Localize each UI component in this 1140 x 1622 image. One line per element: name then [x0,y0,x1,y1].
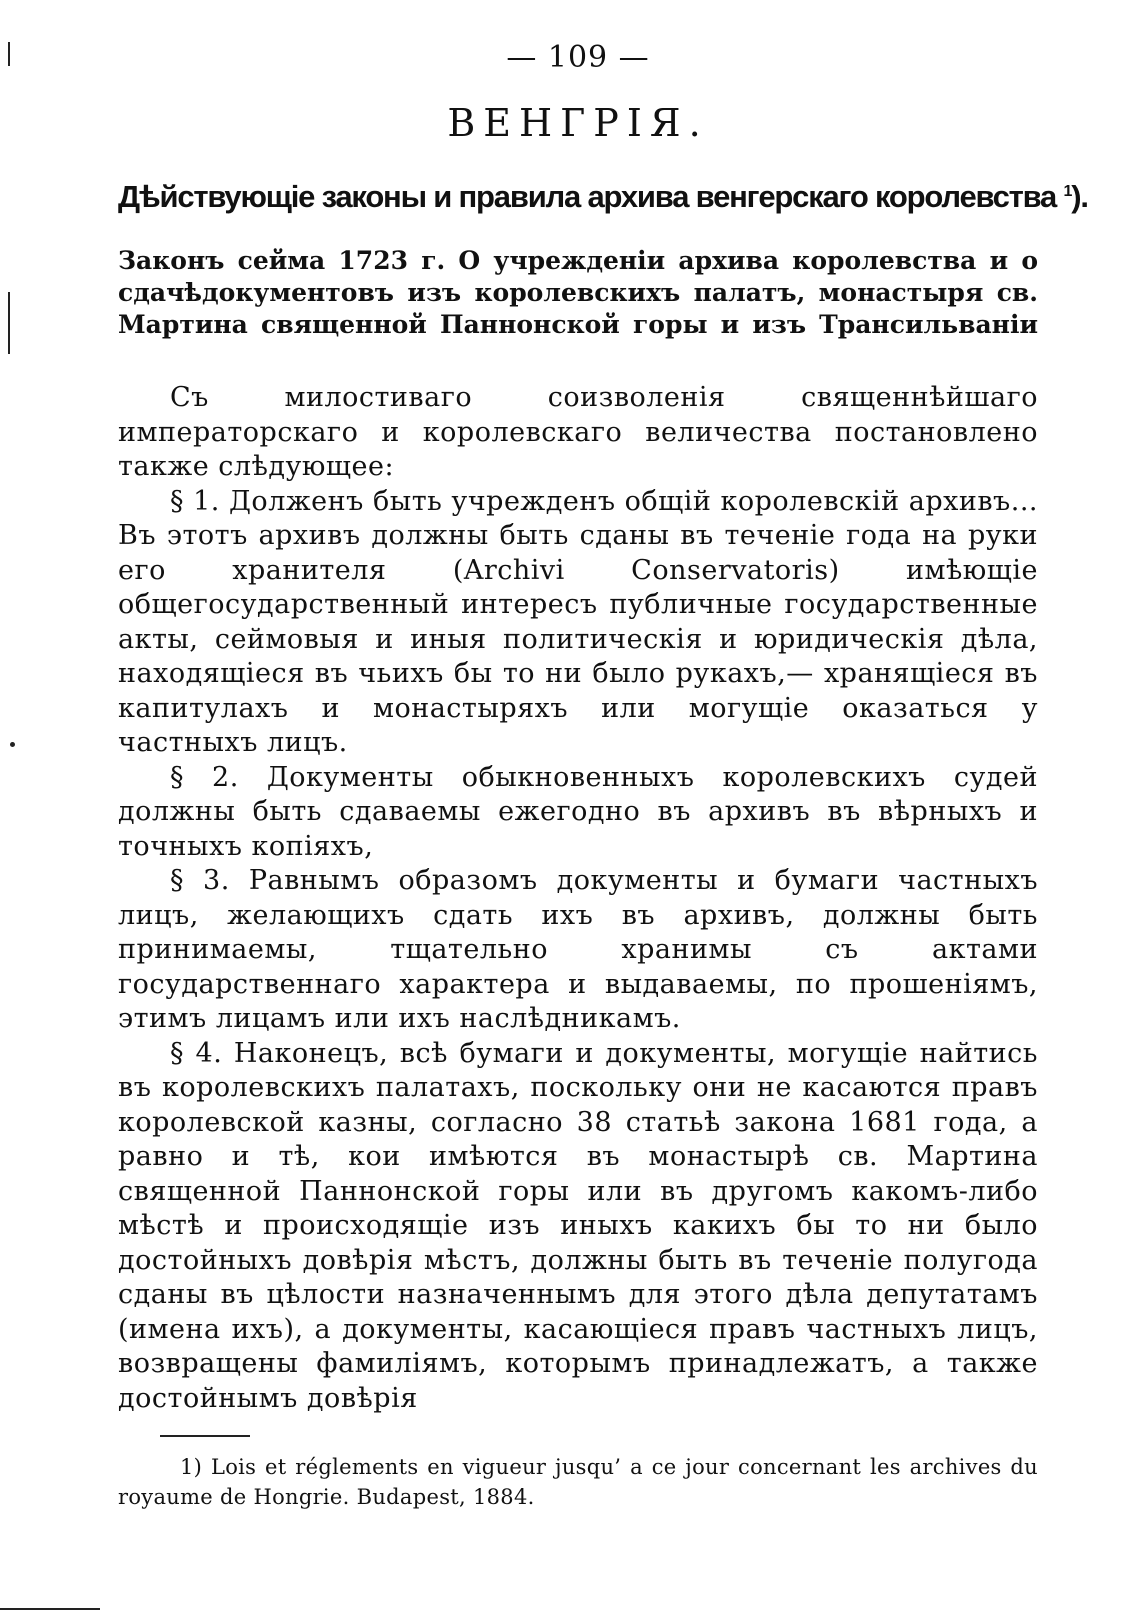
scan-dot-left [10,742,15,747]
footnote [118,1452,1038,1512]
footnote-divider [160,1435,250,1437]
paragraph-section-1: § 1. Долженъ быть учрежденъ общій королевскій архивъ... Въ этотъ архивъ должны быть сданы въ теченіе года на руки его хранителя (Archivi Conservatoris) имѣющіе общегосударственный интересъ публичные государственные акты, сеймовыя и иныя политическія и юридическія дѣла, находящіеся въ чьихъ бы то ни было рукахъ,— хранящіеся въ капитулахъ и монастыряхъ или могущіе оказаться у частныхъ лицъ. [118,485,1038,758]
law-subheading: Законъ сейма 1723 г. О учрежденіи архива королевства и о сдачѣдокументовъ изъ королевскихъ палатъ, монастыря св. Мартина священной Паннонской горы и изъ Трансильваніи [118,246,1038,339]
scan-mark-top-left [8,42,10,66]
paragraph-section-3: § 3. Равнымъ образомъ документы и бумаги частныхъ лицъ, желающихъ сдать ихъ въ архивъ, должны быть принимаемы, тщательно хранимы съ актами государственнаго характера и выдаваемы, по прошеніямъ, этимъ лицамъ или ихъ наслѣдникамъ. [118,865,1038,1034]
page-number: — 109 — [506,40,650,75]
main-heading-tail: ). [1071,179,1088,214]
footnote-text: 1) Lois et réglements en vigueur jusqu’ a ce jour concernant les archives du royaume de Hongrie. Budapest, 1884. [118,1455,1038,1509]
main-heading-text: Дѣйствующіе законы и правила архива венгерскаго королевства [118,179,1057,214]
page-content [118,40,1088,1416]
paragraph-section-2: § 2. Документы обыкновенныхъ королевскихъ судей должны быть сдаваемы ежегодно въ архивъ въ вѣрныхъ и точныхъ копіяхъ, [118,761,1038,862]
country-title: ВЕНГРІЯ. [447,101,709,145]
footnote-reference: 1 [1063,183,1072,200]
paragraph-section-4: § 4. Наконецъ, всѣ бумаги и документы, могущіе найтись въ королевскихъ палатахъ, поскольку они не касаются правъ королевской казны, согласно 38 статьѣ закона 1681 года, а равно и тѣ, кои имѣются въ монастырѣ св. Мартина священной Паннонской горы или въ другомъ какомъ-либо мѣстѣ и происходящіе изъ иныхъ какихъ бы то ни было достойныхъ довѣрія мѣстъ, должны быть въ теченіе полугода сданы въ цѣлости назначеннымъ для этого дѣла депутатамъ (имена ихъ), а документы, касающіеся правъ частныхъ лицъ, возвращены фамиліямъ, которымъ принадлежатъ, а также достойнымъ довѣрія [118,1037,1038,1414]
main-heading [118,179,1088,215]
scan-mark-bottom-left [0,1608,100,1610]
scan-mark-left-margin [8,292,10,354]
paragraph-intro: Съ милостиваго соизволенія священнѣйшаго императорскаго и королевскаго величества постановлено также слѣдующее: [118,382,1038,482]
body-text [118,381,1038,1416]
